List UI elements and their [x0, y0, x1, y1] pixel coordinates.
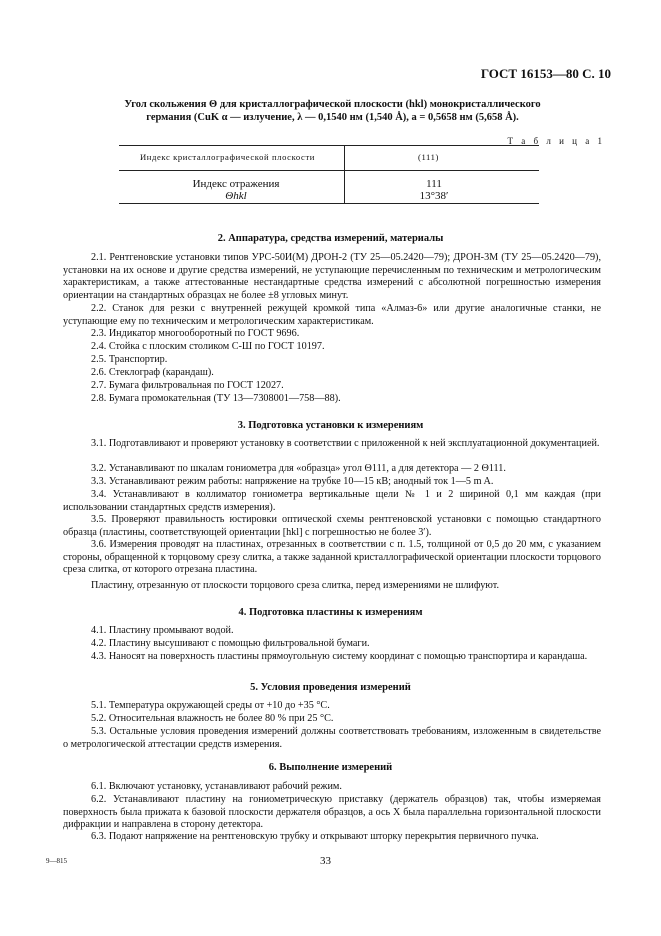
paragraph-3-4: 3.4. Устанавливают в коллиматор гониометра вертикальные щели № 1 и 2 шириной 0,1 мм каждая (при использовании стандартных средств измерения).: [63, 489, 601, 513]
paragraph-3-6: 3.6. Измерения проводят на пластинах, отрезанных в соответствии с п. 1.5, толщиной от 0,5 до 20 мм, с указанием стороны, обращенной к торцовому срезу слитка, а также заданной кристаллографической ориентации плоскости торцового среза слитка, от которого отрезана пластина.: [63, 539, 601, 576]
section-title-2: 2. Аппаратура, средства измерений, материалы: [217, 233, 444, 244]
section-title-3: 3. Подготовка установки к измерениям: [237, 420, 424, 431]
paragraph-3-2: 3.2. Устанавливают по шкалам гониометра для «образца» угол Θ111, а для детектора — 2 Θ111.: [91, 463, 506, 474]
paragraph-6-1: 6.1. Включают установку, устанавливают рабочий режим.: [91, 781, 342, 792]
table-row1-value: 111: [426, 178, 442, 190]
paragraph-6-3: 6.3. Подают напряжение на рентгеновскую трубку и открывают шторку перекрытия первичного пучка.: [91, 831, 539, 842]
table-label: Т а б л и ц а 1: [507, 136, 605, 146]
paragraph-4-1: 4.1. Пластину промывают водой.: [91, 625, 234, 636]
paragraph-2-7: 2.7. Бумага фильтровальная по ГОСТ 12027.: [91, 380, 284, 391]
section-title-5: 5. Условия проведения измерений: [250, 682, 411, 693]
paragraph-5-2: 5.2. Относительная влажность не более 80 % при 25 °С.: [91, 713, 334, 724]
table-header-col2: (111): [418, 152, 439, 162]
paragraph-4-2: 4.2. Пластину высушивают с помощью фильтровальной бумаги.: [91, 638, 370, 649]
standard-header: ГОСТ 16153—80 С. 10: [480, 66, 611, 81]
table-column-divider: [344, 145, 345, 203]
section-title-6: 6. Выполнение измерений: [268, 762, 393, 773]
table-caption: [60, 99, 605, 124]
paragraph-2-8: 2.8. Бумага промокательная (ТУ 13—7308001—758—88).: [91, 393, 341, 404]
paragraph-3-7: Пластину, отрезанную от плоскости торцового среза слитка, перед измерениями не шлифуют.: [91, 580, 500, 591]
paragraph-5-1: 5.1. Температура окружающей среды от +10 до +35 °С.: [91, 700, 330, 711]
paragraph-2-4: 2.4. Стойка с плоским столиком С-Ш по ГОСТ 10197.: [91, 341, 325, 352]
paragraph-3-5: 3.5. Проверяют правильность юстировки оптической схемы рентгеновской установки с помощью стандартного образца (пластины, соответствующей ориентации [hkl] с погрешностью не более 3′).: [63, 514, 601, 538]
paragraph-4-3: 4.3. Наносят на поверхность пластины прямоугольную систему координат с помощью транспортира и карандаша.: [91, 651, 588, 662]
table-row1-label: Индекс отражения: [192, 178, 280, 190]
caption-line-1: Угол скольжения Θ для кристаллографической плоскости (hkl) монокристаллического: [124, 99, 541, 110]
page-number: 33: [320, 855, 331, 867]
paragraph-2-1: 2.1. Рентгеновские установки типов УРС-50И(М) ДРОН-2 (ТУ 25—05.2420—79); ДРОН-3М (ТУ 25—05.2420—79), установки на их основе и другие средства измерений, не уступающие перечисленным по техническим и метрологическим характеристикам, а также аттестованные нестандартные средства измерений с абсолютной погрешностью измерения ориентации на стандартных образцах не более ±8 угловых минут.: [63, 252, 601, 301]
caption-line-2: германия (CuK α — излучение, λ — 0,1540 нм (1,540 Å), a = 0,5658 нм (5,658 Å).: [146, 111, 519, 123]
paragraph-5-3: 5.3. Остальные условия проведения измерений должны соответствовать требованиям, изложенным в свидетельстве о метрологической аттестации средств измерения.: [63, 726, 601, 750]
table-row2-label: Θhkl: [225, 190, 247, 202]
table-row2-value: 13°38′: [419, 190, 449, 202]
paragraph-2-6: 2.6. Стеклограф (карандаш).: [91, 367, 214, 378]
paragraph-2-5: 2.5. Транспортир.: [91, 354, 168, 365]
footer-print-code: 9—815: [46, 857, 67, 865]
paragraph-2-2: 2.2. Станок для резки с внутренней режущей кромкой типа «Алмаз-6» или другие аналогичные станки, не уступающие ему по техническим и метрологическим характеристикам.: [63, 303, 601, 327]
table-rule-bottom: [119, 203, 539, 204]
table-rule-mid: [119, 170, 539, 171]
table-header-col1: Индекс кристаллографической плоскости: [140, 152, 316, 162]
table-rule-top: [119, 145, 539, 146]
paragraph-6-2: 6.2. Устанавливают пластину на гониометрическую приставку (держатель образцов) так, чтобы измеряемая поверхность была прижата к базовой плоскости держателя образцов, а ось X была параллельна горизонтальной плоскости дифракции и направлена в сторону детектора.: [63, 794, 601, 831]
section-title-4: 4. Подготовка пластины к измерениям: [238, 607, 423, 618]
paragraph-3-3: 3.3. Устанавливают режим работы: напряжение на трубке 10—15 кВ; анодный ток 1—5 m A.: [91, 476, 494, 487]
paragraph-2-3: 2.3. Индикатор многооборотный по ГОСТ 9696.: [91, 328, 300, 339]
paragraph-3-1: 3.1. Подготавливают и проверяют установку в соответствии с приложенной к ней эксплуатационной документацией.: [91, 438, 600, 449]
